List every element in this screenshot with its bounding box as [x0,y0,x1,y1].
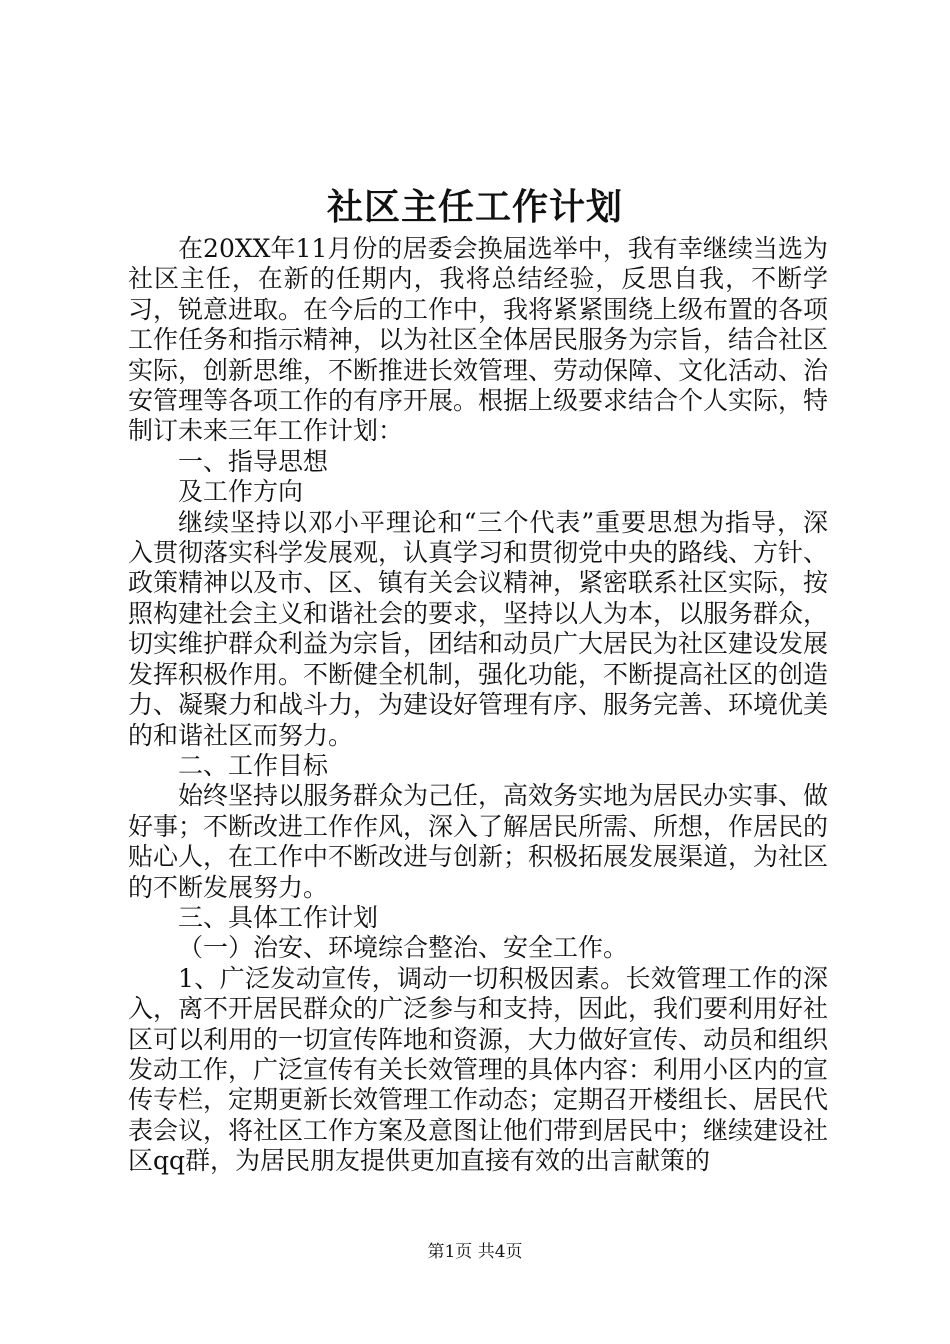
paragraph-work-goals: 始终坚持以服务群众为己任，高效务实地为居民办实事、做好事；不断改进工作作风，深入了解居民所需、所想，作居民的贴心人，在工作中不断改进与创新；积极拓展发展渠道，为社区的不断发展努力。 [128,781,829,902]
paragraph-intro: 在20XX年11月份的居委会换届选举中，我有幸继续当选为社区主任，在新的任期内，我将总结经验，反思自我，不断学习，锐意进取。在今后的工作中，我将紧紧围绕上级布置的各项工作任务和指示精神，以为社区全体居民服务为宗旨，结合社区实际，创新思维，不断推进长效管理、劳动保障、文化活动、治安管理等各项工作的有序开展。根据上级要求结合个人实际，特制订未来三年工作计划： [128,234,829,446]
heading-work-goals: 二、工作目标 [178,750,329,780]
document-body [128,234,828,1177]
paragraph-item-1: 1、广泛发动宣传，调动一切积极因素。长效管理工作的深入，离不开居民群众的广泛参与和支持，因此，我们要利用好社区可以利用的一切宣传阵地和资源，大力做好宣传、动员和组织发动工作，广泛宣传有关长效管理的具体内容：利用小区内的宣传专栏，定期更新长效管理工作动态；定期召开楼组长、居民代表会议，将社区工作方案及意图让他们带到居民中；继续建设社区qq群，为居民朋友提供更加直接有效的出言献策的 [128,963,829,1176]
page-footer: 第1页 共4页 [427,1242,523,1262]
heading-work-direction: 及工作方向 [178,477,304,507]
heading-specific-plan: 三、具体工作计划 [178,902,379,932]
paragraph-guiding-ideology: 继续坚持以邓小平理论和“三个代表”重要思想为指导，深入贯彻落实科学发展观，认真学习和贯彻党中央的路线、方针、政策精神以及市、区、镇有关会议精神，紧密联系社区实际，按照构建社会主义和谐社会的要求，坚持以人为本，以服务群众，切实维护群众利益为宗旨，团结和动员广大居民为社区建设发展发挥积极作用。不断健全机制，强化功能，不断提高社区的创造力、凝聚力和战斗力，为建设好管理有序、服务完善、环境优美的和谐社区而努力。 [128,507,829,750]
subheading-public-security: （一）治安、环境综合整治、安全工作。 [178,933,629,963]
heading-guiding-ideology: 一、指导思想 [178,446,329,476]
document-title: 社区主任工作计划 [326,186,623,228]
